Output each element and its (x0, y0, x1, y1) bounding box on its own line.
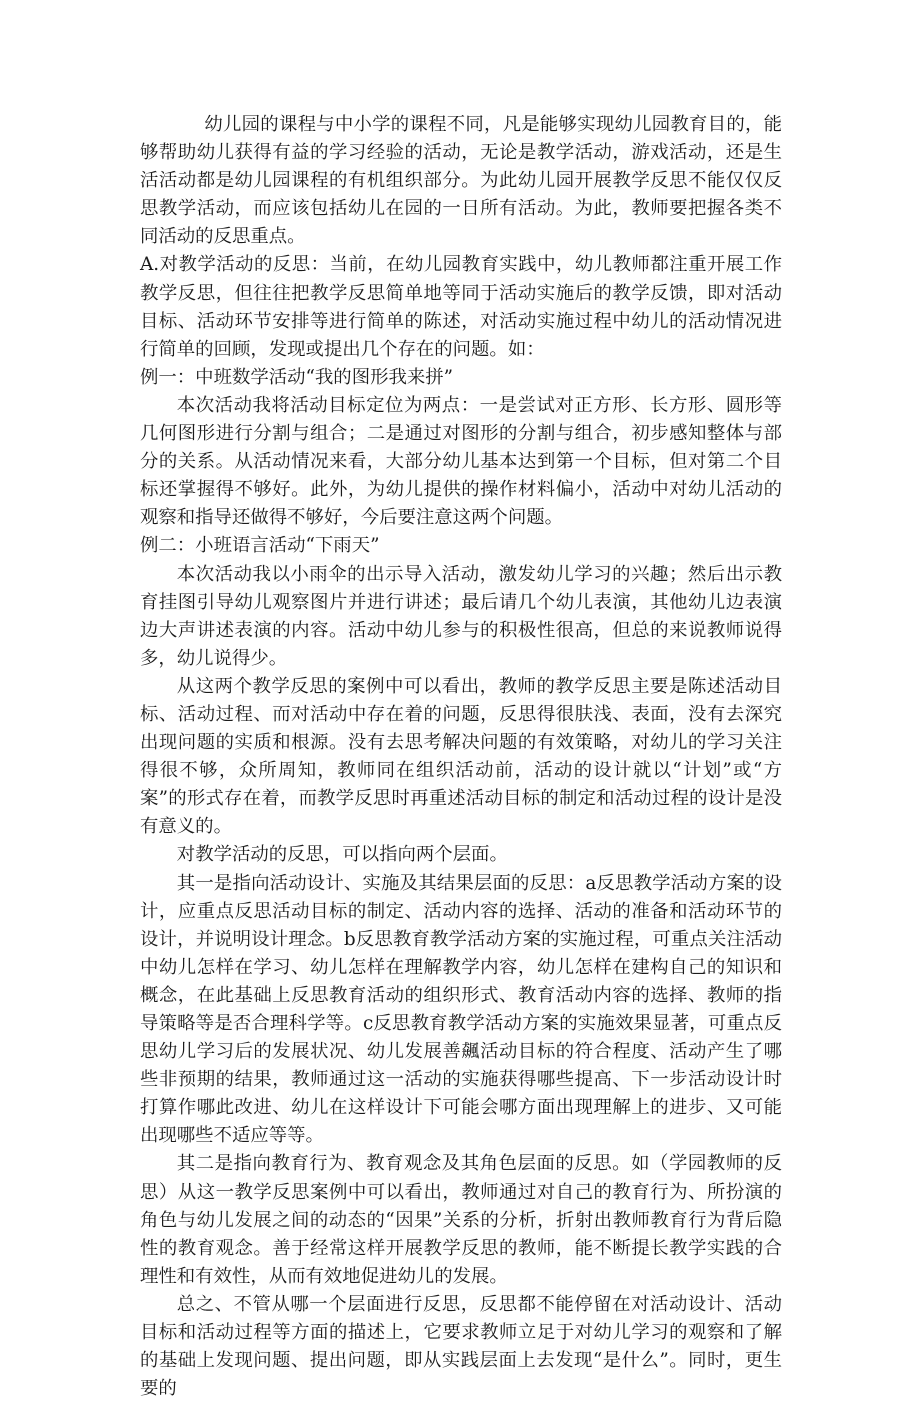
paragraph-intro: 幼儿园的课程与中小学的课程不同，凡是能够实现幼儿园教育目的，能够帮助幼儿获得有益的学习经验的活动，无论是教学活动，游戏活动，还是生活活动都是幼儿园课程的有机组织部分。为此幼儿园开展教学反思不能仅仅反思教学活动，而应该包括幼儿在园的一日所有活动。为此，教师要把握各类不同活动的反思重点。 (140, 114, 782, 248)
paragraph-two-levels: 对教学活动的反思，可以指向两个层面。 (176, 844, 508, 866)
paragraph-level-two: 其二是指向教育行为、教育观念及其角色层面的反思。如（学园教师的反思）从这一教学反思案例中可以看出，教师通过对自己的教育行为、所扮演的角色与幼儿发展之间的动态的“因果”关系的分析，折射出教师教育行为背后隐性的教育观念。善于经常这样开展教学反思的教师，能不断提长教学实践的合理性和有效性，从而有效地促进幼儿的发展。 (140, 1153, 782, 1287)
example-two-heading: 例二：小班语言活动“下雨天” (140, 535, 380, 557)
paragraph-analysis: 从这两个教学反思的案例中可以看出，教师的教学反思主要是陈述活动目标、活动过程、而对活动中存在着的问题，反思得很肤浅、表面，没有去深究出现问题的实质和根源。没有去思考解决问题的有效策略，对幼儿的学习关注得很不够，众所周知，教师同在组织活动前，活动的设计就以“计划”或“方案”的形式存在着，而教学反思时再重述活动目标的制定和活动过程的设计是没有意义的。 (140, 675, 782, 838)
example-one-body: 本次活动我将活动目标定位为两点：一是尝试对正方形、长方形、圆形等几何图形进行分割与组合；二是通过对图形的分割与组合，初步感知整体与部分的关系。从活动情况来看，大部分幼儿基本达到第一个目标，但对第二个目标还掌握得不够好。此外，为幼儿提供的操作材料偏小，活动中对幼儿活动的观察和指导还做得不够好，今后要注意这两个问题。 (140, 394, 782, 529)
example-one-heading: 例一：中班数学活动“我的图形我来拼” (140, 366, 454, 388)
document-body (140, 111, 782, 1403)
paragraph-section-a: A.对教学活动的反思：当前，在幼儿园教育实践中，幼儿教师都注重开展工作教学反思，但往往把教学反思简单地等同于活动实施后的教学反馈，即对活动目标、活动环节安排等进行简单的陈述，对活动实施过程中幼儿的活动情况进行简单的回顾，发现或提出几个存在的问题。如： (140, 254, 782, 360)
paragraph-level-one: 其一是指向活动设计、实施及其结果层面的反思：a反思教学活动方案的设计，应重点反思活动目标的制定、活动内容的选择、活动的准备和活动环节的设计，并说明设计理念。b反思教育教学活动方案的实施过程，可重点关注活动中幼儿怎样在学习、幼儿怎样在理解教学内容，幼儿怎样在建构自己的知识和概念，在此基础上反思教育活动的组织形式、教育活动内容的选择、教师的指导策略等是否合理科学等。c反思教育教学活动方案的实施效果显著，可重点反思幼儿学习后的发展状况、幼儿发展善飆活动目标的符合程度、活动产生了哪些非预期的结果，教师通过这一活动的实施获得哪些提高、下一步活动设计时打算作哪此改进、幼儿在这样设计下可能会哪方面出现理解上的进步、又可能出现哪些不适应等等。 (140, 872, 782, 1147)
paragraph-conclusion: 总之、不管从哪一个层面进行反思，反思都不能停留在对活动设计、活动目标和活动过程等方面的描述上，它要求教师立足于对幼儿学习的观察和了解的基础上发现问题、提出问题，即从实践层面上去发现“是什么”。同时，更生要的 (140, 1293, 782, 1400)
example-two-body: 本次活动我以小雨伞的出示导入活动，激发幼儿学习的兴趣；然后出示教育挂图引导幼儿观察图片并进行讲述；最后请几个幼儿表演，其他幼儿边表演边大声讲述表演的内容。活动中幼儿参与的积极性很高，但总的来说教师说得多，幼儿说得少。 (140, 563, 782, 669)
